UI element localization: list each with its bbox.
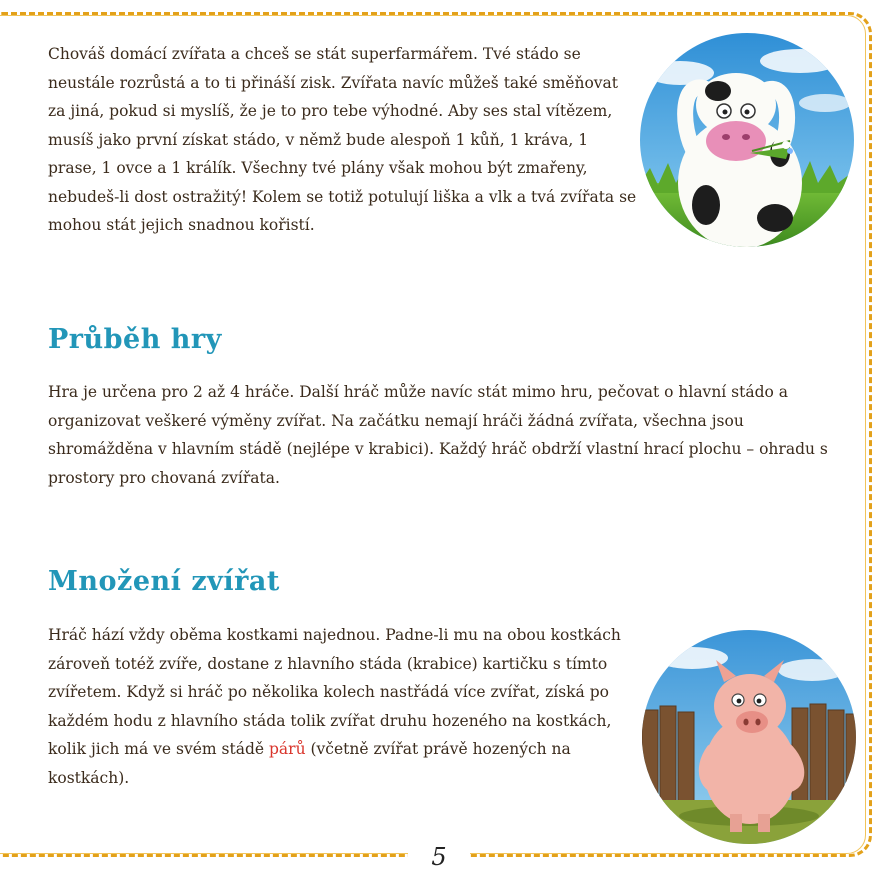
intro-paragraph: Chováš domácí zvířata a chceš se stát superfarmářem. Tvé stádo se neustále rozrůstá a to ti přináší zisk. Zvířata navíc můžeš také směňovat za jiná, pokud si myslíš, že je to pro tebe výhodné. Aby ses stal vítězem, musíš jako první získat stádo, v němž bude alespoň 1 kůň, 1 kráva, 1 prase, 1 ovce a 1 králík. Všechny tvé plány však mohou být zmařeny, nebudeš-li dost ostražitý! Kolem se totiž potulují liška a vlk a tvá zvířata se mohou stát jejich snadnou kořistí. [48,45,637,234]
gameplay-paragraph: Hra je určena pro 2 až 4 hráče. Další hráč může navíc stát mimo hru, pečovat o hlavní stádo a organizovat veškeré výměny zvířat. Na začátku nemají hráči žádná zvířata, všechna jsou shromážděna v hlavním stádě (nejlépe v krabici). Každý hráč obdrží vlastní hrací plochu – ohradu s prostory pro chovaná zvířata. [48,383,828,487]
cow-illustration [640,33,854,247]
pig-illustration [642,630,856,844]
pairs-highlight: párů [269,740,306,758]
breeding-heading: Množení zvířat [48,566,280,597]
gameplay-heading: Průběh hry [48,324,222,355]
breeding-text-end: (včetně zvířat právě hozených na kostkách). [48,740,571,787]
page-number: 5 [431,843,447,871]
breeding-paragraph [48,621,638,792]
breeding-text-start: Hráč hází vždy oběma kostkami najednou. Padne-li mu na obou kostkách zároveň totéž zvíře, dostane z hlavního stáda (krabice) kartičku s tímto zvířetem. Když si hráč po několika kolech nastřádá více zvířat, získá po každém hodu z hlavního stáda tolik zvířat druhu hozeného na kostkách, kolik jich má ve svém stádě [48,626,621,758]
